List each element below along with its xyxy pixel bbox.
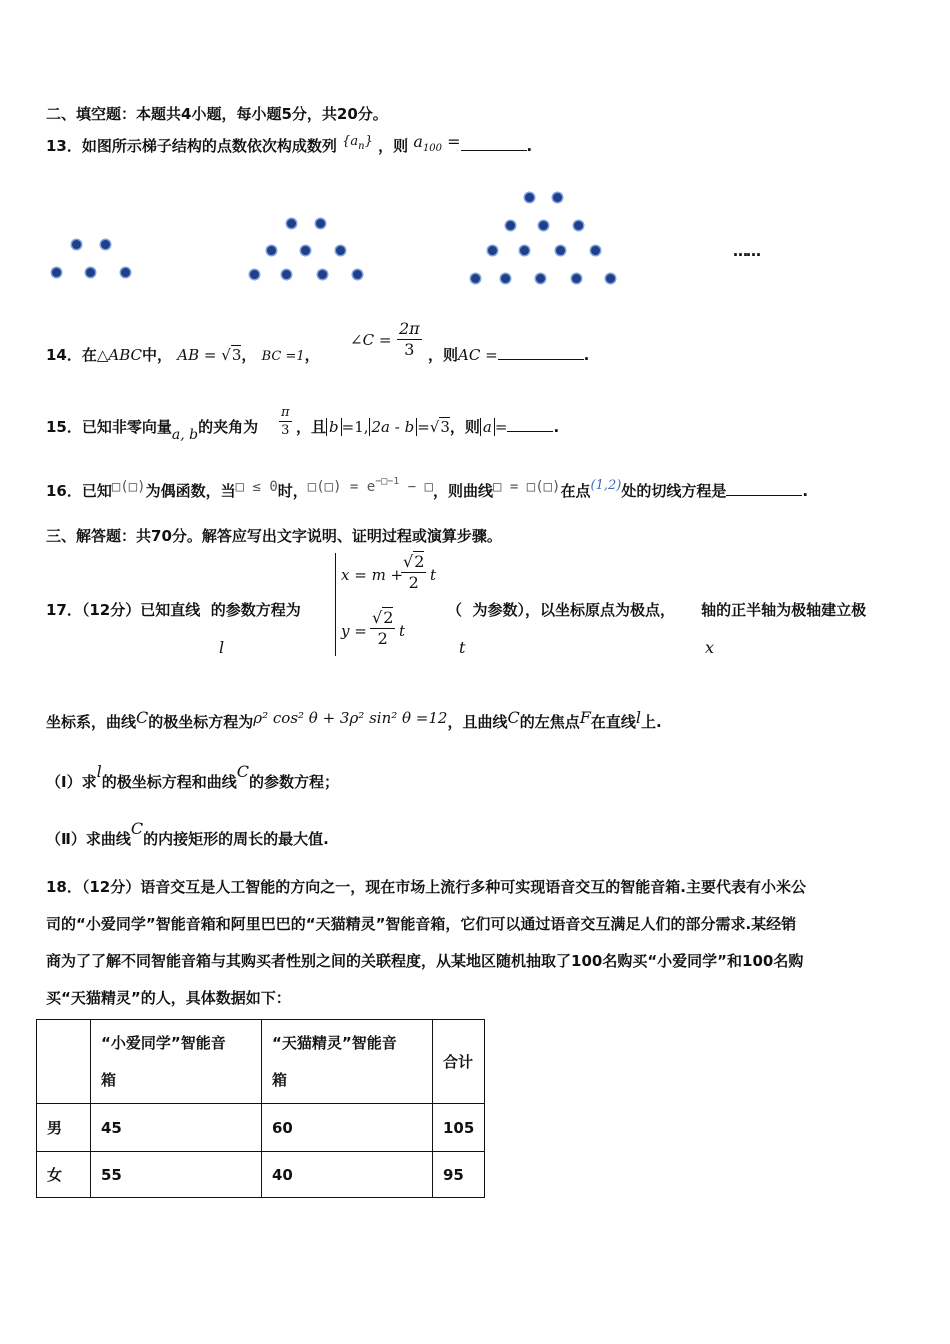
dot xyxy=(121,268,130,277)
table-header-total: 合计 xyxy=(433,1020,485,1104)
q17-y-t: t xyxy=(399,622,406,640)
q17-x-equation: x = m + xyxy=(341,566,404,584)
q17-t-symbol: t xyxy=(459,638,466,657)
table-cell: 55 xyxy=(91,1152,262,1198)
dot xyxy=(101,240,110,249)
dot xyxy=(86,268,95,277)
q13-text: 13．如图所示梯子结构的点数依次构成数列 xyxy=(46,137,337,155)
q18-line3: 商为了了解不同智能音箱与其购买者性别之间的关联程度，从某地区随机抽取了100名购买“小爱同学”和100名购 xyxy=(46,952,804,970)
q18-line1: 18．（12分）语音交互是人工智能的方向之一，现在市场上流行多种可实现语音交互的智能音箱.主要代表有小米公 xyxy=(46,878,806,896)
dot xyxy=(250,270,259,279)
table-header-row xyxy=(37,1020,485,1104)
q17-line2: 坐标系，曲线C的极坐标方程为ρ² cos² θ + 3ρ² sin² θ =12，且曲线C的左焦点F在直线l上. xyxy=(46,708,662,731)
dot xyxy=(301,246,310,255)
table-row-label: 男 xyxy=(37,1104,91,1152)
dot xyxy=(471,274,480,283)
table-row-label: 女 xyxy=(37,1152,91,1198)
q17-brace xyxy=(335,553,336,656)
dot xyxy=(539,221,548,230)
q13-line: 13．如图所示梯子结构的点数依次构成数列 $\{a_n\}$ ，则 $a_{100}$ = . xyxy=(46,132,533,155)
q16-line: 16．已知□(□)为偶函数，当□ ≤ 0时，□(□) = $e^{-□-1}$ − □，则曲线□ = □(□)在点(1,2)处的切线方程是 . xyxy=(46,476,809,500)
q17-x-coef: $\frac{√2}{2}$ xyxy=(403,552,425,592)
dot xyxy=(591,246,600,255)
q17-part1: （Ⅰ）求l的极坐标方程和曲线C的参数方程； xyxy=(46,762,339,791)
table-row xyxy=(37,1104,485,1152)
dot xyxy=(536,274,545,283)
dot xyxy=(572,274,581,283)
table-cell: 40 xyxy=(262,1152,433,1198)
q18-line2: 司的“小爱同学”智能音箱和阿里巴巴的“天猫精灵”智能音箱，它们可以通过语音交互满足人们的部分需求.某经销 xyxy=(46,915,797,933)
q18-data-table xyxy=(36,1019,485,1198)
q15-tail: ，且 b =1, 2a - b =√3，则 a = . xyxy=(296,418,560,436)
dot xyxy=(553,193,562,202)
q13-seq: $\{a_n\}$ xyxy=(342,134,373,152)
q17-l-symbol: l xyxy=(219,638,225,657)
q13-then: ，则 xyxy=(378,137,409,155)
q14-line: 14．在△ABC中， AB = √3， BC =1， xyxy=(46,346,320,364)
table-header-tianmao: “天猫精灵”智能音 箱 xyxy=(262,1020,433,1104)
dot xyxy=(574,221,583,230)
dot xyxy=(316,219,325,228)
q15-fraction: $\frac{\pi}{3}$ xyxy=(281,405,290,438)
dot xyxy=(52,268,61,277)
dot xyxy=(336,246,345,255)
q13-term: $a_{100}$ = xyxy=(413,132,461,154)
q14-tail: ，则AC = . xyxy=(428,346,590,364)
q17-y-coef: $\frac{√2}{2}$ xyxy=(372,608,394,648)
dot xyxy=(501,274,510,283)
dot xyxy=(606,274,615,283)
dot xyxy=(287,219,296,228)
q14-angle: ∠C = xyxy=(350,331,392,349)
table-cell: 60 xyxy=(262,1104,433,1152)
q15-line: 15．已知非零向量a, b的夹角为 xyxy=(46,418,259,443)
q16-answer-blank xyxy=(726,481,802,496)
table-cell: 105 xyxy=(433,1104,485,1152)
q17-line1-tail: （ 为参数），以坐标原点为极点， 轴的正半轴为极轴建立极 xyxy=(447,601,867,619)
dot xyxy=(267,246,276,255)
q17-part2: （Ⅱ）求曲线C的内接矩形的周长的最大值. xyxy=(46,819,329,848)
q17-x-symbol: x xyxy=(705,638,715,657)
dot xyxy=(488,246,497,255)
dot xyxy=(72,240,81,249)
dot xyxy=(318,270,327,279)
q13-ellipsis: …… xyxy=(733,242,759,260)
section2-heading: 二、填空题：本题共4小题，每小题5分，共20分。 xyxy=(46,105,388,123)
dot xyxy=(282,270,291,279)
table-cell: 45 xyxy=(91,1104,262,1152)
q18-line4: 买“天猫精灵”的人，具体数据如下： xyxy=(46,989,291,1007)
q15-answer-blank xyxy=(507,417,553,432)
dot xyxy=(520,246,529,255)
dot xyxy=(556,246,565,255)
q17-y-equation: y = xyxy=(341,622,367,640)
table-corner-cell xyxy=(37,1020,91,1104)
dot xyxy=(353,270,362,279)
q17-line1: 17．（12分）已知直线 的参数方程为 xyxy=(46,601,301,619)
table-row xyxy=(37,1152,485,1198)
q13-answer-blank xyxy=(461,136,527,151)
dot xyxy=(506,221,515,230)
q14-fraction: $\frac{2\pi}{3}$ xyxy=(399,319,420,359)
q17-x-t: t xyxy=(430,566,437,584)
table-cell: 95 xyxy=(433,1152,485,1198)
section3-heading: 三、解答题：共70分。解答应写出文字说明、证明过程或演算步骤。 xyxy=(46,527,502,545)
q14-answer-blank xyxy=(498,345,584,360)
dot xyxy=(525,193,534,202)
table-header-xiaoai: “小爱同学”智能音 箱 xyxy=(91,1020,262,1104)
